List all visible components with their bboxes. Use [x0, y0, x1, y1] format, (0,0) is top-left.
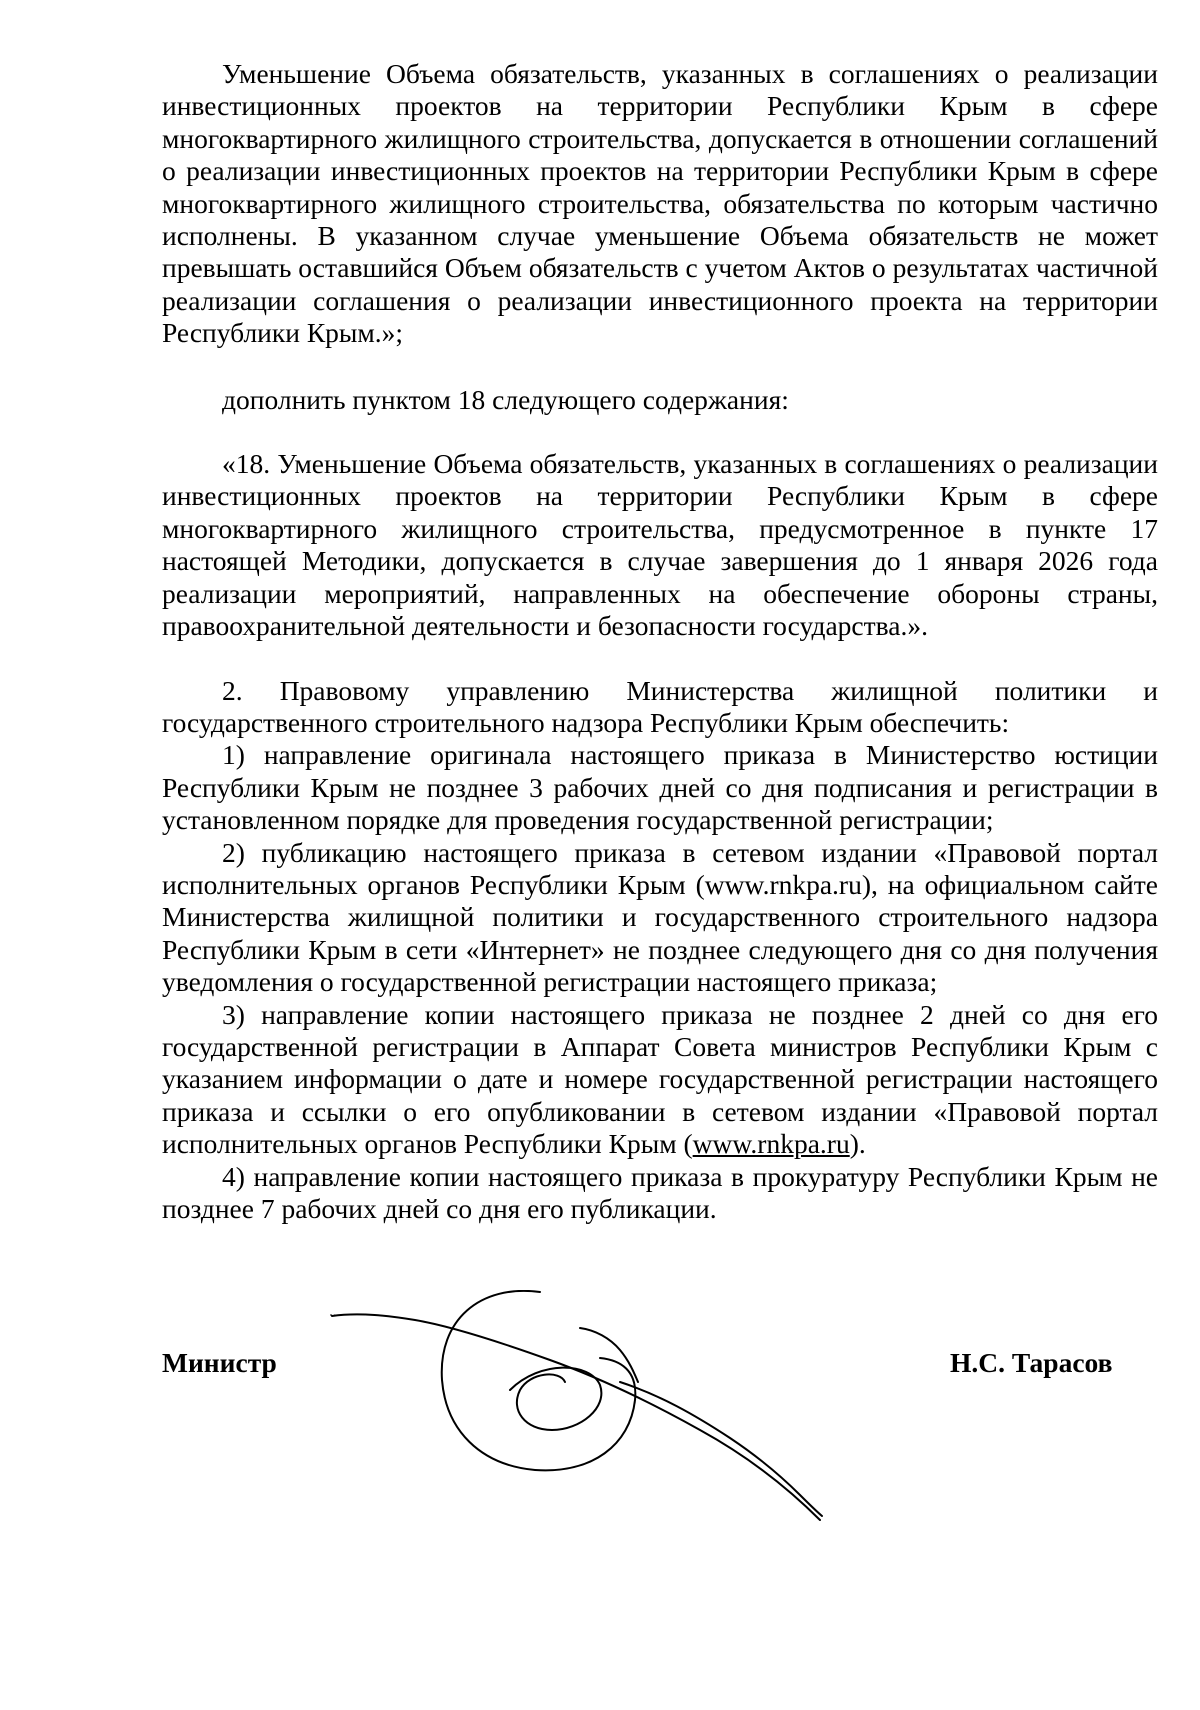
signatory-name: Н.С. Тарасов	[950, 1347, 1113, 1378]
paragraph-volume-reduction: Уменьшение Объема обязательств, указанных в соглашениях о реализации инвестиционных проектов на территории Республики Крым в сфере многоквартирного жилищного строительства, допускается в отношении соглашений о реализации инвестиционных проектов на территории Республики Крым в сфере многоквартирного жилищного строительства, обязательства по которым частично исполнены. В указанном случае уменьшение Объема обязательств не может превышать оставшийся Объем обязательств с учетом Актов о результатах частичной реализации соглашения о реализации инвестиционного проекта на территории Республики Крым.»;	[162, 58, 1158, 349]
paragraph-item-2: 2) публикацию настоящего приказа в сетевом издании «Правовой портал исполнительных органов Республики Крым (www.rnkpa.ru), на официальном сайте Министерства жилищной политики и государственного строительного надзора Республики Крым в сети «Интернет» не позднее следующего дня со дня получения уведомления о государственной регистрации настоящего приказа;	[162, 836, 1158, 998]
signatory-position: Министр	[162, 1347, 277, 1378]
paragraph-item-3-text: 3) направление копии настоящего приказа не позднее 2 дней со дня его государственной регистрации в Аппарат Совета министров Республики Крым с указанием информации о дате и номере государственной регистрации настоящего приказа и ссылки о его опубликовании в сетевом издании «Правовой портал исполнительных органов Республики Крым (	[162, 998, 1158, 1160]
portal-link[interactable]: www.rnkpa.ru	[692, 1128, 850, 1160]
paragraph-add-point-18: дополнить пунктом 18 следующего содержания:	[222, 383, 789, 415]
paragraph-item-4: 4) направление копии настоящего приказа в прокуратуру Республики Крым не позднее 7 рабочих дней со дня его публикации.	[162, 1160, 1158, 1224]
paragraph-item-1: 1) направление оригинала настоящего приказа в Министерство юстиции Республики Крым не позднее 3 рабочих дней со дня подписания и регистрации в установленном порядке для проведения государственной регистрации;	[162, 739, 1158, 836]
document-body	[162, 58, 1158, 1225]
paragraph-point-18: «18. Уменьшение Объема обязательств, указанных в соглашениях о реализации инвестиционных проектов на территории Республики Крым в сфере многоквартирного жилищного строительства, предусмотренное в пункте 17 настоящей Методики, допускается в случае завершения до 1 января 2026 года реализации мероприятий, направленных на обеспечение обороны страны, правоохранительной деятельности и безопасности государства.».	[162, 448, 1158, 642]
paragraph-legal-department: 2. Правовому управлению Министерства жилищной политики и государственного строительного надзора Республики Крым обеспечить:	[162, 674, 1158, 738]
paragraph-item-3	[162, 999, 1158, 1161]
paragraph-item-3-end: ).	[849, 1128, 866, 1160]
handwritten-signature	[330, 1290, 850, 1560]
